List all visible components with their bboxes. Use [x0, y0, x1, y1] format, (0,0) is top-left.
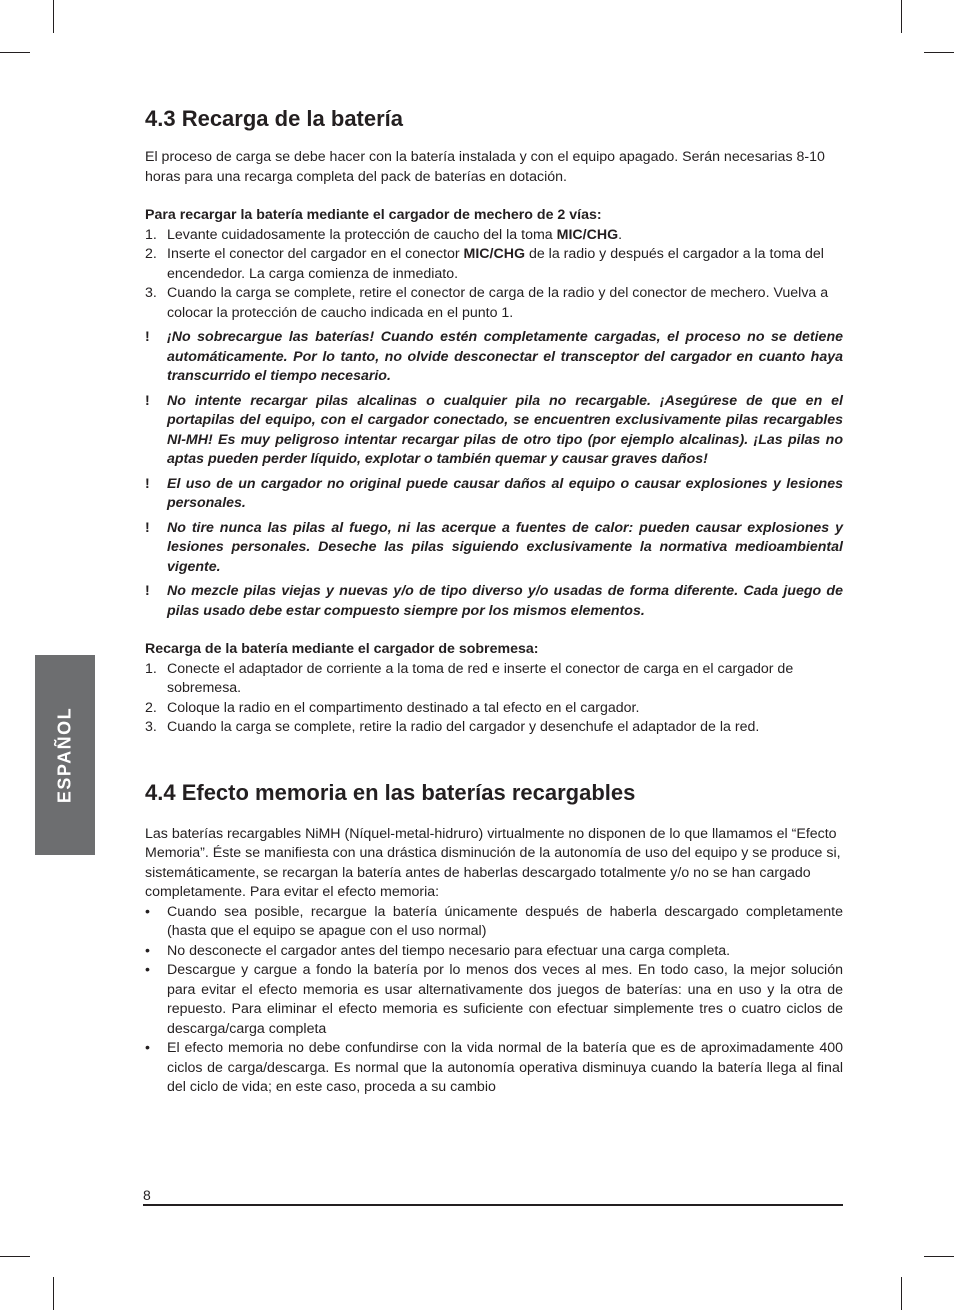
list-item — [145, 1039, 843, 1098]
text-run: . — [618, 226, 623, 243]
list-item-text — [167, 582, 843, 621]
list-item-text — [167, 961, 843, 1039]
crop-mark — [53, 0, 54, 33]
list-item — [145, 942, 843, 962]
list-marker: 1. — [145, 226, 157, 243]
list-item-text — [167, 328, 843, 387]
list-marker: 3. — [145, 719, 157, 735]
warning-item — [145, 475, 843, 514]
text-run: Cuando la carga se complete, retire el conector de carga de la radio y del conector de mechero. Vuelva a colocar la protección de caucho indicada en el punto 1. — [167, 285, 829, 321]
list-marker: • — [145, 903, 150, 920]
page-content — [145, 104, 843, 1098]
list-item-text — [167, 227, 622, 243]
list-marker: ! — [145, 329, 150, 345]
section-title-4-4: 4.4 Efecto memoria en las baterías recargables — [145, 779, 636, 805]
crop-mark — [924, 1256, 954, 1257]
list-item-text — [167, 719, 759, 735]
text-run: ¡No sobrecargue las baterías! Cuando estén completamente cargadas, el proceso no se detiene automáticamente. Por lo tanto, no olvide desconectar el transceptor del cargador en cuanto haya transcurrido el tiempo necesario. — [167, 329, 843, 384]
list-item — [145, 284, 843, 323]
page-number: 8 — [143, 1187, 151, 1203]
text-run: No mezcle pilas viejas y nuevas y/o de tipo diverso y/o usadas de forma diferente. Cada juego de pilas usado debe estar compuesto siempre por los mismos elementos. — [167, 583, 843, 619]
list-marker: 2. — [145, 699, 157, 716]
list-marker: 3. — [145, 285, 157, 301]
language-tab — [35, 655, 95, 855]
text-run: No intente recargar pilas alcalinas o cualquier pila no recargable. ¡Asegúrese de que en el portapilas del equipo, con el cargador conectado, se encuentren exclusivamente pilas recargables NI-MH! Es muy peligroso intentar recargar pilas de otro tipo (por ejemplo alcalinas). ¡Las pilas no aptas pueden perder líquido, explotar o también quemar y causar graves daños! — [167, 392, 843, 467]
list-item — [145, 961, 843, 1039]
text-run: El efecto memoria no debe confundirse con la vida normal de la batería que es de aproximadamente 400 ciclos de carga/descarga. Es normal que la autonomía operativa disminuya cuando la batería llega al final del ciclo de vida; en este caso, proceda a su cambio — [167, 1040, 843, 1095]
language-tab-label: ESPAÑOL — [54, 706, 75, 804]
section-intro: El proceso de carga se debe hacer con la batería instalada y con el equipo apagado. Serán necesarias 8-10 horas para una recarga completa del pack de baterías en dotación. — [145, 149, 825, 185]
text-run: Levante cuidadosamente la protección de caucho del la toma — [167, 226, 557, 243]
list-marker: ! — [145, 583, 150, 599]
text-run: El uso de un cargador no original puede causar daños al equipo o causar explosiones y lesiones personales. — [167, 475, 843, 511]
list-item — [145, 903, 843, 942]
text-run: de la radio y después el cargador a la toma del encendedor. La carga comienza de inmediato. — [167, 246, 824, 282]
list-marker: 2. — [145, 246, 157, 262]
text-run: No desconecte el cargador antes del tiempo necesario para efectuar una carga completa. — [167, 942, 731, 959]
list-item-text — [167, 392, 843, 470]
list-item-text — [167, 942, 843, 962]
list-item-text — [167, 1039, 843, 1098]
list-item — [145, 660, 843, 699]
list-marker: ! — [145, 519, 150, 536]
crop-mark — [924, 52, 954, 53]
subheading-car-charger: Para recargar la batería mediante el cargador de mechero de 2 vías: — [145, 207, 602, 223]
list-item-text — [167, 519, 843, 578]
connector-label: MIC/CHG — [556, 226, 619, 243]
list-marker: 1. — [145, 660, 157, 677]
crop-mark — [901, 0, 902, 33]
warning-item — [145, 328, 843, 387]
crop-mark — [0, 52, 30, 53]
list-item — [145, 226, 843, 246]
list-marker: ! — [145, 392, 150, 409]
list-item-text — [167, 700, 639, 716]
text-run: No tire nunca las pilas al fuego, ni las acerque a fuentes de calor: pueden causar explosiones y lesiones personales. Deseche las pilas siguiendo exclusivamente la normativa medioambiental vigente. — [167, 519, 843, 575]
text-run: Cuando la carga se complete, retire la radio del cargador y desenchufe el adaptador de la red. — [167, 719, 760, 735]
list-marker: ! — [145, 475, 150, 492]
connector-label: MIC/CHG — [463, 246, 526, 262]
list-item-text — [167, 246, 824, 282]
text-run: Conecte el adaptador de corriente a la toma de red e inserte el conector de carga en el cargador de sobremesa. — [167, 660, 794, 696]
list-marker: • — [145, 1040, 150, 1056]
list-item-text — [167, 903, 843, 942]
car-charger-steps — [145, 226, 843, 324]
warnings-list — [145, 328, 843, 621]
list-item — [145, 699, 843, 719]
desktop-charger-steps — [145, 660, 843, 738]
crop-mark — [901, 1277, 902, 1310]
crop-mark — [0, 1256, 30, 1257]
text-run: Descargue y cargue a fondo la batería por lo menos dos veces al mes. En todo caso, la mejor solución para evitar el efecto memoria es usar alternativamente dos juegos de baterías: una en uso y la otra de repuesto. Para eliminar el efecto memoria es suficiente con efectuar simplemente tres o cuatro ciclos de descarga/carga completa — [167, 962, 843, 1037]
list-marker: • — [145, 962, 150, 978]
list-item-text — [167, 285, 828, 321]
list-item — [145, 245, 843, 284]
list-marker: • — [145, 942, 150, 959]
section-intro: Las baterías recargables NiMH (Níquel-metal-hidruro) virtualmente no disponen de lo que llamamos el “Efecto Memoria”. Éste se manifiesta con una drástica disminución de la autonomía de uso del equipo y se produce si, sistemáticamente, se recargan la batería antes de haberlas descargado totalmente y/o no se han cargado completamente. Para evitar el efecto memoria: — [145, 825, 841, 900]
list-item — [145, 718, 843, 738]
memory-effect-tips — [145, 903, 843, 1098]
text-run: Cuando sea posible, recargue la batería únicamente después de haberla descargado completamente (hasta que el equipo se apague con el uso normal) — [167, 903, 843, 939]
list-item-text — [167, 661, 793, 697]
section-title-4-3: 4.3 Recarga de la batería — [145, 106, 404, 131]
crop-mark — [53, 1277, 54, 1310]
list-item-text — [167, 475, 843, 514]
warning-item — [145, 392, 843, 470]
text-run: Inserte el conector del cargador en el conector — [167, 246, 464, 262]
footer-rule — [143, 1204, 843, 1206]
subheading-desktop-charger: Recarga de la batería mediante el cargador de sobremesa: — [145, 641, 539, 657]
warning-item — [145, 582, 843, 621]
warning-item — [145, 519, 843, 578]
text-run: Coloque la radio en el compartimento destinado a tal efecto en el cargador. — [167, 699, 640, 716]
